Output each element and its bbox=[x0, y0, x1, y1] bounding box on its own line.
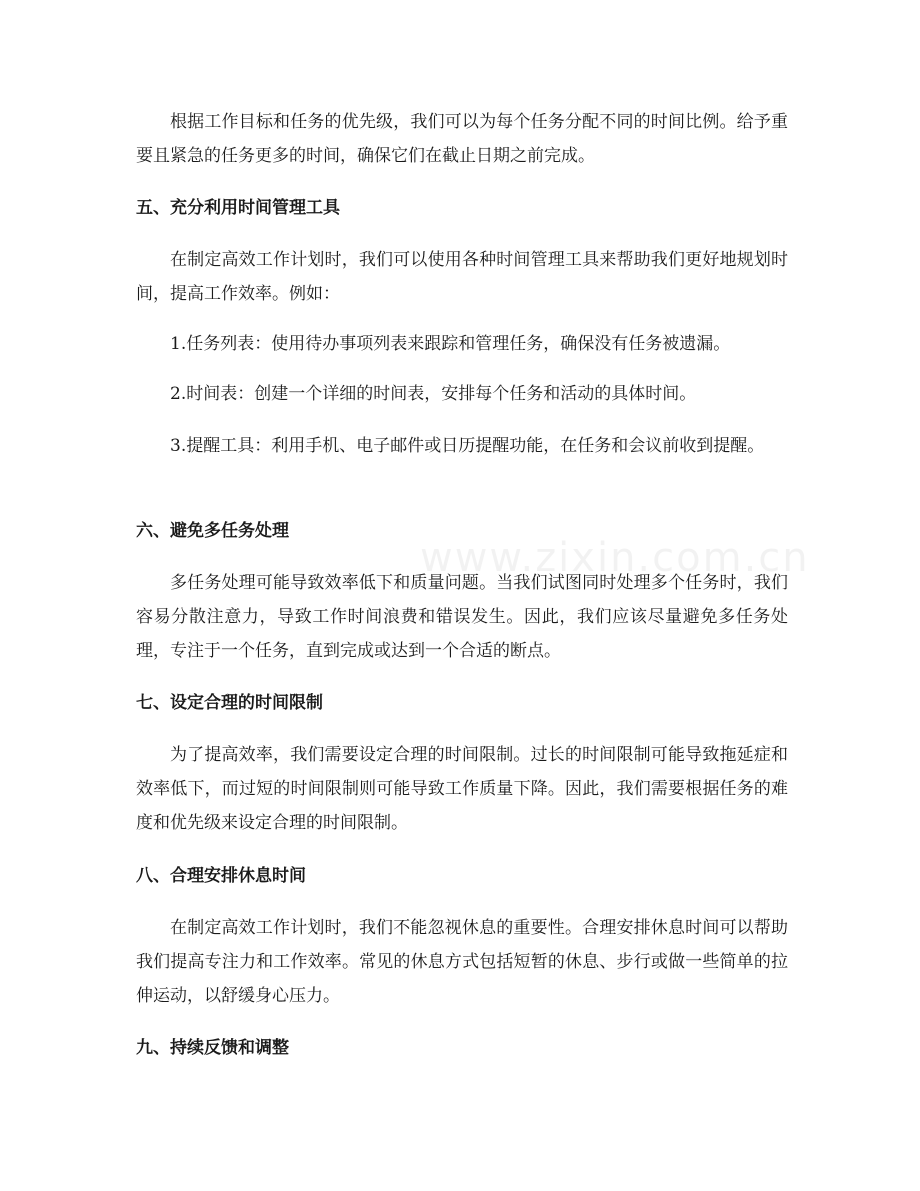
section-5-paragraph: 在制定高效工作计划时，我们可以使用各种时间管理工具来帮助我们更好地规划时间，提高工作效率。例如： bbox=[136, 250, 788, 304]
section-8-paragraph: 在制定高效工作计划时，我们不能忽视休息的重要性。合理安排休息时间可以帮助我们提高专注力和工作效率。常见的休息方式包括短暂的休息、步行或做一些简单的拉伸运动，以舒缓身心压力。 bbox=[136, 918, 788, 1006]
section-6-heading: 六、避免多任务处理 bbox=[136, 521, 289, 541]
section-5-heading: 五、充分利用时间管理工具 bbox=[136, 198, 340, 218]
watermark: www.zixin.com.cn bbox=[420, 535, 810, 581]
section-7-heading: 七、设定合理的时间限制 bbox=[136, 693, 323, 713]
section-7-paragraph: 为了提高效率，我们需要设定合理的时间限制。过长的时间限制可能导致拖延症和效率低下，而过短的时间限制则可能导致工作质量下降。因此，我们需要根据任务的难度和优先级来设定合理的时间限制。 bbox=[136, 745, 788, 833]
section-5-item-3: 3.提醒工具：利用手机、电子邮件或日历提醒功能，在任务和会议前收到提醒。 bbox=[170, 436, 765, 456]
section-9-heading: 九、持续反馈和调整 bbox=[136, 1038, 289, 1058]
section-5-item-2: 2.时间表：创建一个详细的时间表，安排每个任务和活动的具体时间。 bbox=[170, 384, 697, 404]
intro-paragraph: 根据工作目标和任务的优先级，我们可以为每个任务分配不同的时间比例。给予重要且紧急的任务更多的时间，确保它们在截止日期之前完成。 bbox=[136, 112, 788, 166]
section-6-paragraph: 多任务处理可能导致效率低下和质量问题。当我们试图同时处理多个任务时，我们容易分散注意力，导致工作时间浪费和错误发生。因此，我们应该尽量避免多任务处理，专注于一个任务，直到完成或达到一个合适的断点。 bbox=[136, 573, 788, 661]
section-5-item-1: 1.任务列表：使用待办事项列表来跟踪和管理任务，确保没有任务被遗漏。 bbox=[170, 334, 731, 354]
section-8-heading: 八、合理安排休息时间 bbox=[136, 866, 306, 886]
